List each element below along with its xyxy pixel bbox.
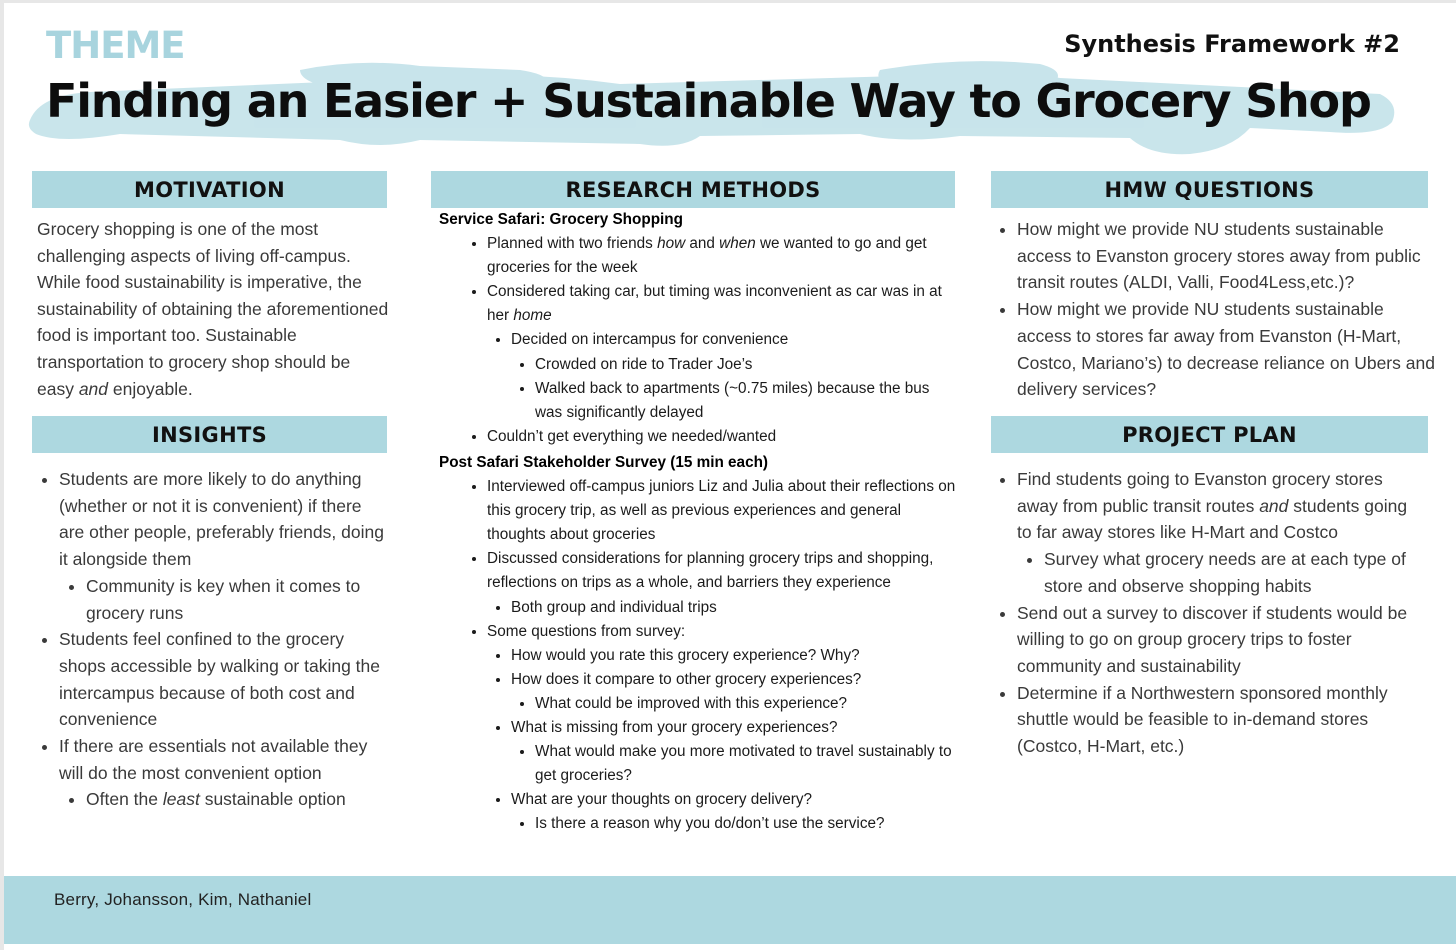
list-item <box>535 692 959 716</box>
survey-title: Post Safari Stakeholder Survey (15 min each) <box>439 453 769 471</box>
insights-list <box>37 466 389 813</box>
list-item <box>511 644 959 668</box>
footer-authors: Berry, Johansson, Kim, Nathaniel <box>54 890 312 909</box>
survey-2-sub: Both group and individual trips <box>511 598 717 616</box>
list-item <box>511 596 959 620</box>
list-item <box>1017 600 1425 680</box>
list-item <box>1017 216 1435 296</box>
safari-1-c: we wanted to go and get groceries for the week <box>487 235 927 277</box>
insight-1: Students are more likely to do anything (whether or not it is convenient) if there are other people, preferably friends, doing it alongside them <box>59 469 384 570</box>
question-3-sub: What would make you more motivated to travel sustainably to get groceries? <box>535 743 952 785</box>
hmw-question-2: How might we provide NU students sustainable access to stores far away from Evanston (H-Mart, Costco, Mariano’s) to decrease reliance on Ubers and delivery services? <box>1017 299 1435 400</box>
insight-3-sub-em: least <box>162 789 200 810</box>
list-item <box>511 328 959 424</box>
plan-1-b: students going to far away stores like H-Mart and Costco <box>1017 495 1408 543</box>
safari-1-a: Planned with two friends <box>487 235 658 253</box>
plan-2: Send out a survey to discover if students would be willing to go on group grocery trips to foster community and sustainability <box>1017 602 1408 676</box>
list-item <box>487 547 959 619</box>
framework-label: Synthesis Framework #2 <box>1064 30 1400 58</box>
hmw-heading: HMW QUESTIONS <box>991 171 1428 208</box>
list-item <box>1017 296 1435 403</box>
motivation-text-em: and <box>78 378 109 399</box>
insight-3-sub-a: Often the <box>86 789 163 810</box>
insight-2: Students feel confined to the grocery shops accessible by walking or taking the intercampus because of both cost and convenience <box>59 629 381 730</box>
safari-1-em1: how <box>657 235 686 253</box>
list-item <box>59 466 389 626</box>
question-2-sub: What could be improved with this experience? <box>535 694 848 712</box>
safari-2-sub-sub1: Crowded on ride to Trader Joe’s <box>535 355 753 373</box>
list-item <box>511 668 959 716</box>
insight-1-sub: Community is key when it comes to grocery runs <box>86 575 361 623</box>
survey-1: Interviewed off-campus juniors Liz and Julia about their reflections on this grocery trip, as well as previous experiences and general thoughts about groceries <box>487 478 956 544</box>
list-item <box>1044 546 1425 599</box>
list-item <box>535 740 959 788</box>
insight-3-sub-b: sustainable option <box>199 789 346 810</box>
list-item <box>511 788 959 836</box>
safari-1-em2: when <box>719 235 756 253</box>
list-item <box>535 377 959 425</box>
list-item <box>535 812 959 836</box>
survey-2: Discussed considerations for planning grocery trips and shopping, reflections on trips as a whole, and barriers they experience <box>487 550 934 592</box>
safari-2-sub-sub2: Walked back to apartments (~0.75 miles) because the bus was significantly delayed <box>535 379 930 421</box>
safari-2-a: Considered taking car, but timing was inconvenient as car was in at her <box>487 283 942 325</box>
insights-heading: INSIGHTS <box>32 416 387 453</box>
plan-1-em: and <box>1259 495 1289 516</box>
list-item <box>487 280 959 425</box>
research-content <box>439 208 959 836</box>
list-item <box>535 353 959 377</box>
question-1: How would you rate this grocery experience? Why? <box>511 646 860 664</box>
survey-3: Some questions from survey: <box>487 622 686 640</box>
question-4: What are your thoughts on grocery delivery? <box>511 791 812 809</box>
motivation-text-b: enjoyable. <box>108 378 193 399</box>
list-item <box>1017 680 1425 760</box>
list-item <box>487 620 959 837</box>
safari-title: Service Safari: Grocery Shopping <box>439 211 683 228</box>
plan-1-a: Find students going to Evanston grocery stores away from public transit routes <box>1017 469 1383 516</box>
plan-list <box>995 466 1425 760</box>
hmw-list <box>995 216 1435 403</box>
list-item <box>511 716 959 788</box>
plan-heading: PROJECT PLAN <box>991 416 1428 453</box>
safari-2-em: home <box>513 307 552 325</box>
plan-3: Determine if a Northwestern sponsored monthly shuttle would be feasible to in-demand stores (Costco, H-Mart, etc.) <box>1017 682 1388 757</box>
motivation-heading: MOTIVATION <box>32 171 387 208</box>
safari-1-b: and <box>685 235 720 253</box>
list-item <box>487 425 959 449</box>
insight-3: If there are essentials not available they will do the most convenient option <box>59 736 368 783</box>
theme-label: THEME <box>46 24 185 67</box>
question-3: What is missing from your grocery experiences? <box>511 718 838 736</box>
list-item <box>487 475 959 547</box>
question-4-sub: Is there a reason why you do/don’t use the service? <box>535 815 885 833</box>
list-item <box>86 573 389 626</box>
safari-3: Couldn’t get everything we needed/wanted <box>487 427 777 445</box>
motivation-text-a: Grocery shopping is one of the most challenging aspects of living off-campus. While food sustainability is imperative, the sustainability of obtaining the aforementioned food is important too. Sustainable transportation to grocery shop should be easy <box>37 219 389 399</box>
list-item <box>86 786 389 813</box>
list-item <box>1017 466 1425 600</box>
hmw-question-1: How might we provide NU students sustainable access to Evanston grocery stores away from public transit routes (ALDI, Valli, Food4Less,etc.)? <box>1017 219 1421 293</box>
list-item <box>59 733 389 813</box>
footer-bar <box>4 876 1456 944</box>
research-heading: RESEARCH METHODS <box>431 171 955 208</box>
safari-2-sub: Decided on intercampus for convenience <box>511 331 789 349</box>
page-title: Finding an Easier + Sustainable Way to Grocery Shop <box>46 74 1371 128</box>
plan-1-sub: Survey what grocery needs are at each type of store and observe shopping habits <box>1044 549 1406 596</box>
list-item <box>59 626 389 733</box>
question-2: How does it compare to other grocery experiences? <box>511 670 862 688</box>
motivation-text <box>37 216 389 402</box>
list-item <box>487 232 959 280</box>
